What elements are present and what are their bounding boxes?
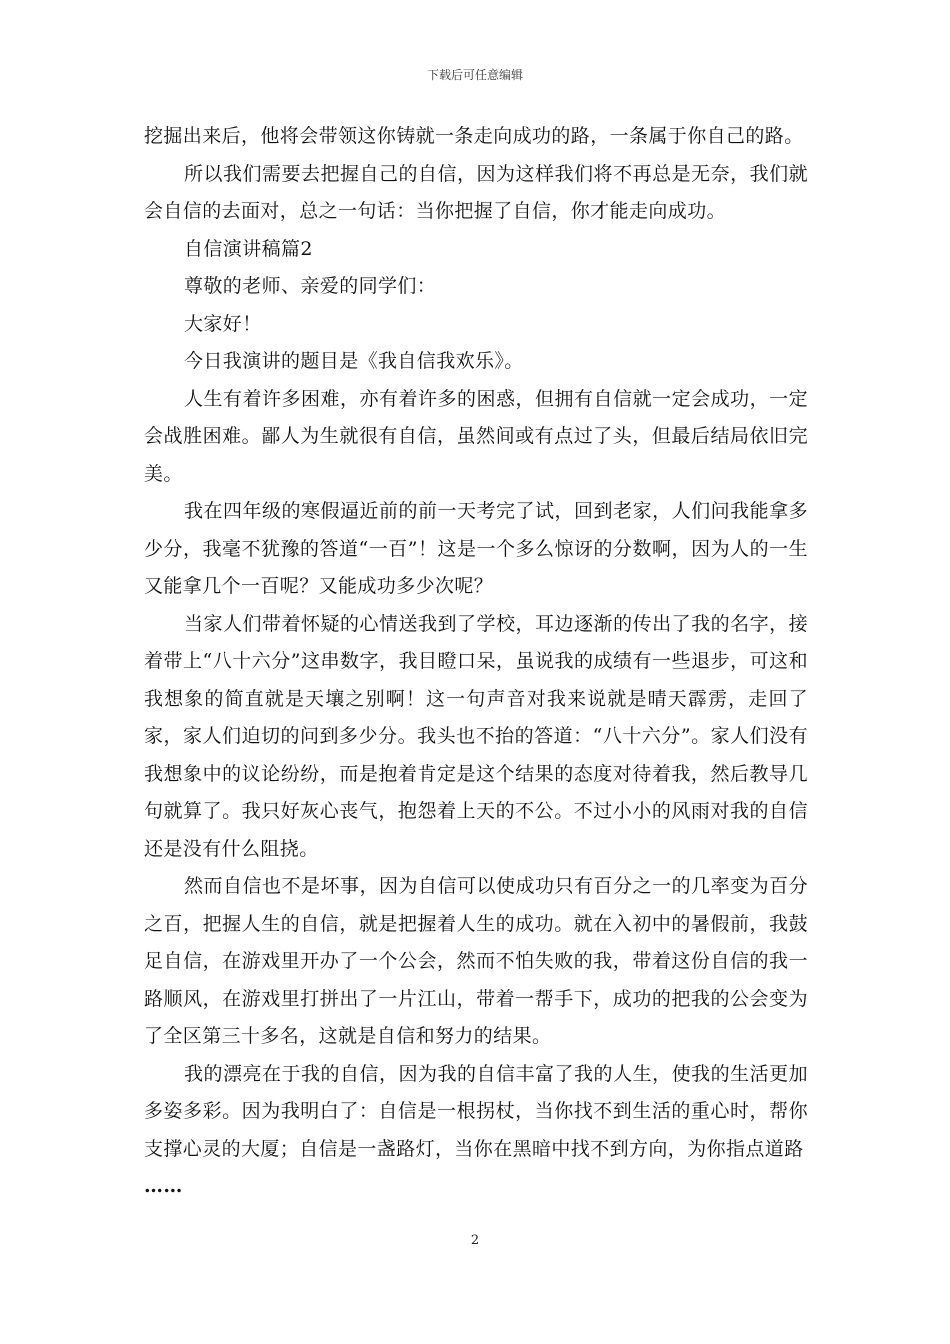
- greeting: 大家好！: [184, 312, 262, 335]
- speech-topic: 今日我演讲的题目是《我自信我欢乐》。: [184, 350, 524, 372]
- paragraph-ellipsis: ……: [144, 1175, 183, 1197]
- paragraph-10: 然而自信也不是坏事，因为自信可以使成功只有百分之一的几率变为百分之百，把握人生的自信，就是把握着人生的成功。就在入初中的暑假前，我鼓足自信，在游戏里开办了一个公会，然而不怕失败的我，带着这份自信的我一路顺风，在游戏里打拼出了一片江山，带着一帮手下，成功的把我的公会变为了全区第三十多名，这就是自信和努力的结果。: [144, 875, 808, 1047]
- paragraph-7: 人生有着许多困难，亦有着许多的困惑，但拥有自信就一定会成功，一定会战胜困难。鄙人为生就很有自信，虽然间或有点过了头，但最后结局依旧完美。: [144, 387, 808, 485]
- page-number: 2: [470, 1233, 480, 1248]
- salutation: 尊敬的老师、亲爱的同学们：: [184, 275, 437, 297]
- section-title: 自信演讲稿篇2: [184, 237, 313, 260]
- paragraph-9: 当家人们带着怀疑的心情送我到了学校，耳边逐渐的传出了我的名字，接着带上“八十六分”这串数字，我目瞪口呆，虽说我的成绩有一些退步，可这和我想象的简直就是天壤之别啊！这一句声音对我来说就是晴天霹雳，走回了家，家人们迫切的问到多少分。我头也不抬的答道：“八十六分”。家人们没有我想象中的议论纷纷，而是抱着肯定是这个结果的态度对待着我，然后教导几句就算了。我只好灰心丧气，抱怨着上天的不公。不过小小的风雨对我的自信还是没有什么阻挠。: [144, 612, 808, 860]
- paragraph-1: 挖掘出来后，他将会带领这你铸就一条走向成功的路，一条属于你自己的路。: [144, 125, 804, 147]
- paragraph-11: 我的漂亮在于我的自信，因为我的自信丰富了我的人生，使我的生活更加多姿多彩。因为我明白了：自信是一根拐杖，当你找不到生活的重心时，帮你支撑心灵的大厦；自信是一盏路灯，当你在黑暗中找不到方向，为你指点道路: [144, 1062, 808, 1160]
- paragraph-8: 我在四年级的寒假逼近前的前一天考完了试，回到老家，人们问我能拿多少分，我毫不犹豫的答道“一百”！这是一个多么惊讶的分数啊，因为人的一生又能拿几个一百呢？又能成功多少次呢？: [144, 500, 808, 597]
- page-header: 下载后可任意编辑: [426, 68, 523, 82]
- document-body: [144, 118, 808, 1206]
- paragraph-2: 所以我们需要去把握自己的自信，因为这样我们将不再总是无奈，我们就会自信的去面对，总之一句话：当你把握了自信，你才能走向成功。: [144, 162, 808, 222]
